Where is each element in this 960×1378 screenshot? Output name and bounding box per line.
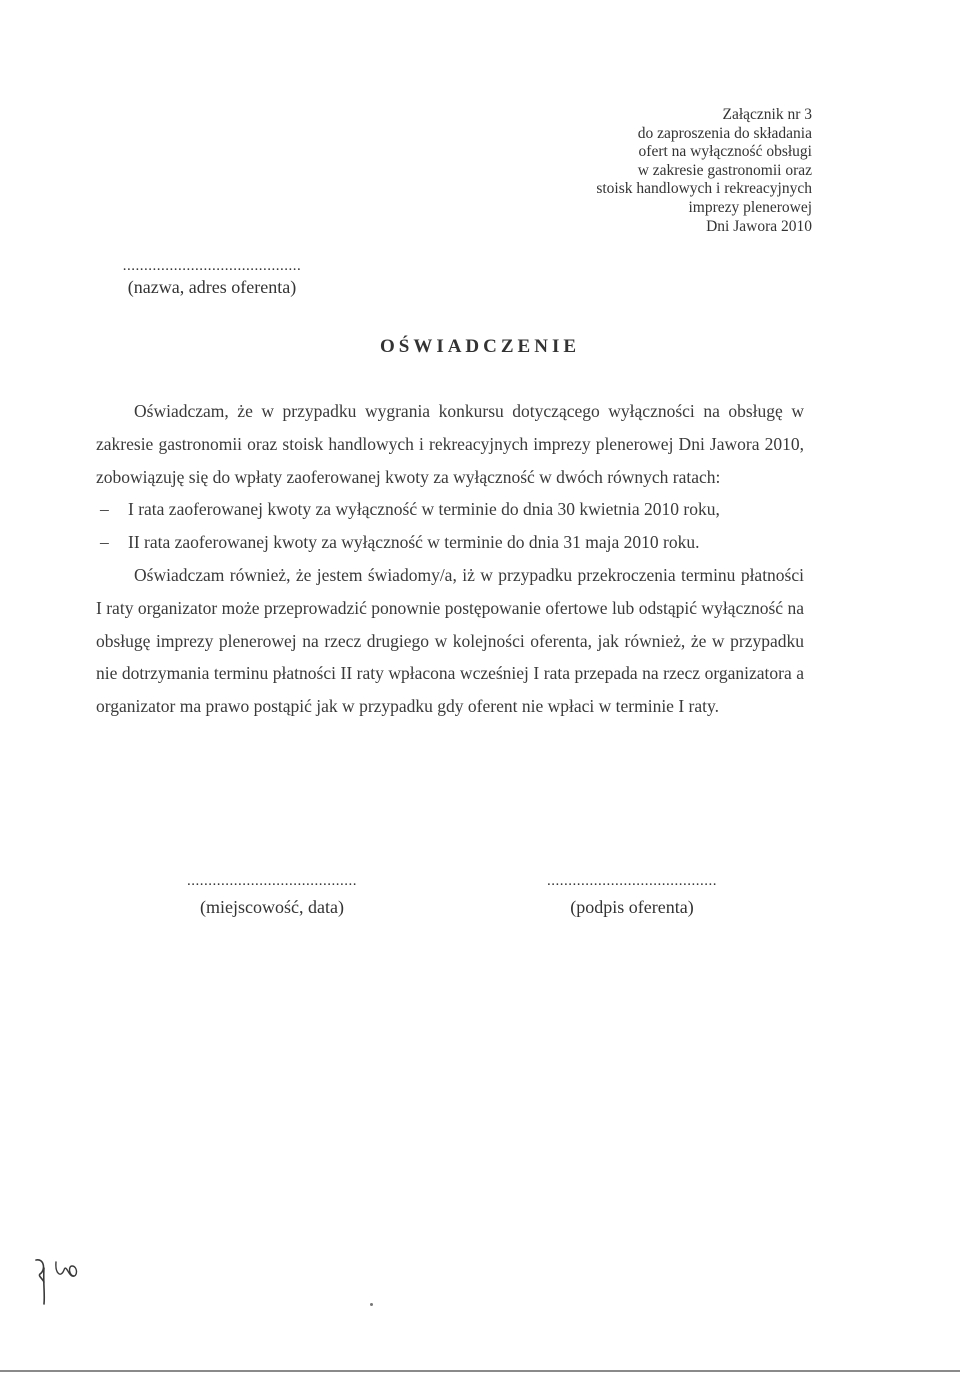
bidder-dotted-line: .......................................... bbox=[122, 258, 302, 274]
installment-item bbox=[100, 493, 804, 526]
place-date-caption: (miejscowość, data) bbox=[200, 897, 344, 917]
annex-line: w zakresie gastronomii oraz bbox=[637, 161, 812, 179]
list-dash: – bbox=[100, 532, 109, 553]
annex-line: ofert na wyłączność obsługi bbox=[638, 143, 812, 161]
scan-edge-line bbox=[0, 1370, 960, 1372]
bidder-block bbox=[100, 258, 324, 298]
statement-body bbox=[96, 395, 804, 723]
document-title: OŚWIADCZENIE bbox=[379, 336, 581, 357]
signature-caption: (podpis oferenta) bbox=[570, 897, 694, 917]
bidder-caption: (nazwa, adres oferenta) bbox=[127, 277, 297, 297]
place-date-dotted-line: ........................................ bbox=[187, 873, 357, 889]
list-dash: – bbox=[100, 499, 109, 520]
scan-speck bbox=[370, 1303, 373, 1306]
signature-dotted-line: ........................................ bbox=[547, 873, 717, 889]
annex-line: stoisk handlowych i rekreacyjnych bbox=[596, 180, 812, 198]
annex-header bbox=[596, 106, 812, 236]
statement-paragraph-2: Oświadczam również, że jestem świadomy/a, iż w przypadku przekroczenia terminu płatności I raty organizator może przeprowadzić ponownie postępowanie ofertowe lub odstąpić wyłączność na obsługę imprezy plenerowej na rzecz drugiego w kolejności oferenta, jak również, że w przypadku nie dotrzymania terminu płatności II raty wpłacona wcześniej I rata przepada na rzecz organizatora a organizator ma prawo postąpić jak w przypadku gdy oferent nie wpłaci w terminie I raty. bbox=[96, 564, 804, 717]
annex-line: do zaproszenia do składania bbox=[637, 124, 812, 142]
installment-list bbox=[96, 493, 804, 559]
annex-line: Załącznik nr 3 bbox=[722, 106, 812, 123]
handwritten-initials bbox=[28, 1248, 88, 1308]
annex-line: Dni Jawora 2010 bbox=[706, 217, 812, 235]
place-date-block bbox=[146, 873, 398, 918]
signature-block bbox=[506, 873, 758, 918]
installment-text: II rata zaoferowanej kwoty za wyłączność w terminie do dnia 31 maja 2010 roku. bbox=[128, 532, 700, 553]
statement-paragraph-1: Oświadczam, że w przypadku wygrania konkursu dotyczącego wyłączności na obsługę w zakresie gastronomii oraz stoisk handlowych i rekreacyjnych imprezy plenerowej Dni Jawora 2010, zobowiązuję się do wpłaty zaoferowanej kwoty za wyłączność w dwóch równych ratach: bbox=[96, 401, 804, 487]
installment-text: I rata zaoferowanej kwoty za wyłączność w terminie do dnia 30 kwietnia 2010 roku, bbox=[128, 499, 720, 520]
installment-item bbox=[100, 526, 804, 559]
annex-line: imprezy plenerowej bbox=[688, 198, 812, 216]
